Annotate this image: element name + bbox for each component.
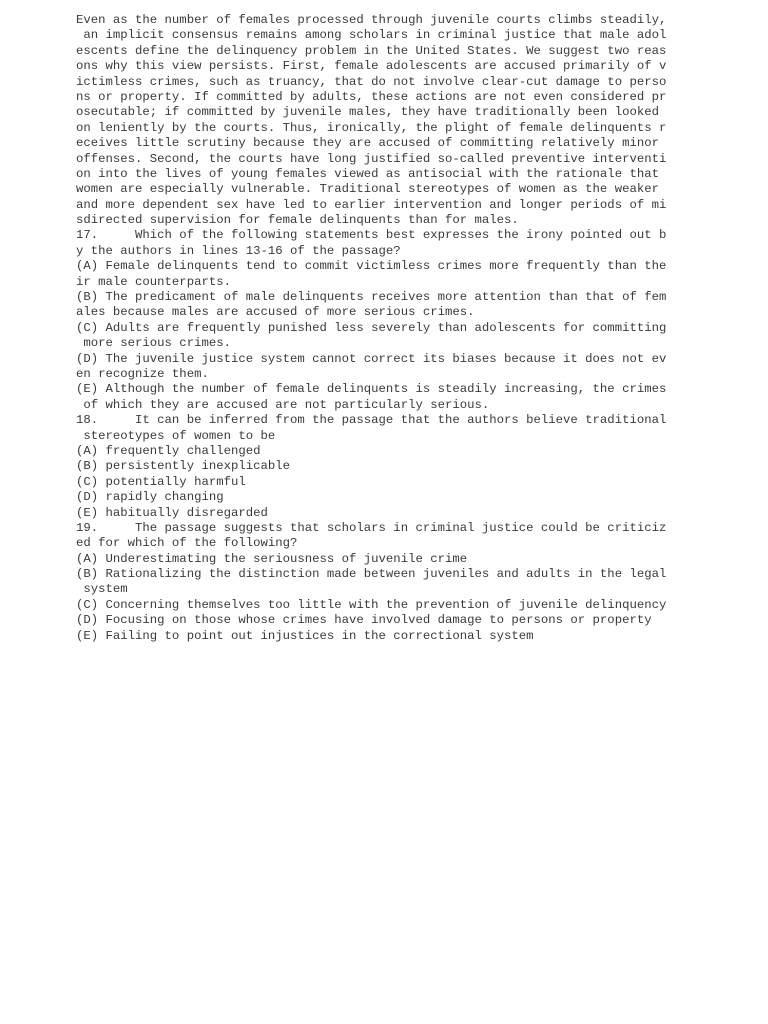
question-17-choice-b: ales because males are accused of more serious crimes. (76, 305, 475, 320)
text-line: on into the lives of young females viewed as antisocial with the rationale that (76, 166, 659, 181)
question-19-choice-e: (E) Failing to point out injustices in the correctional system (76, 628, 534, 643)
question-19-stem: ed for which of the following? (76, 536, 298, 551)
question-19-choice-b: system (76, 582, 128, 597)
question-18-choice-a: (A) frequently challenged (76, 443, 261, 458)
question-17-choice-e: (E) Although the number of female delinquents is steadily increasing, the crimes (76, 382, 667, 397)
text-line: an implicit consensus remains among scholars in criminal justice that male adol (76, 28, 667, 43)
question-19-choice-a: (A) Underestimating the seriousness of juvenile crime (76, 551, 468, 566)
question-18-choice-d: (D) rapidly changing (76, 490, 224, 505)
question-17-choice-a: (A) Female delinquents tend to commit victimless crimes more frequently than the (76, 259, 667, 274)
text-line: escents define the delinquency problem in the United States. We suggest two reas (76, 43, 667, 58)
question-18-stem: 18. It can be inferred from the passage that the authors believe traditional (76, 413, 667, 428)
question-19-choice-d: (D) Focusing on those whose crimes have involved damage to persons or property (76, 613, 652, 628)
question-17-choice-b: (B) The predicament of male delinquents receives more attention than that of fem (76, 290, 667, 305)
text-line: ns or property. If committed by adults, these actions are not even considered pr (76, 89, 667, 104)
question-17-choice-e: of which they are accused are not particularly serious. (76, 397, 490, 412)
question-17-stem: y the authors in lines 13-16 of the passage? (76, 243, 401, 258)
question-17-choice-c: (C) Adults are frequently punished less severely than adolescents for committing (76, 320, 667, 335)
question-18-stem: stereotypes of women to be (76, 428, 276, 443)
question-17-choice-c: more serious crimes. (76, 336, 231, 351)
text-line: ons why this view persists. First, female adolescents are accused primarily of v (76, 59, 667, 74)
document-page (76, 13, 676, 644)
question-18-choice-b: (B) persistently inexplicable (76, 459, 291, 474)
question-18-choice-c: (C) potentially harmful (76, 474, 246, 489)
text-line: on leniently by the courts. Thus, ironically, the plight of female delinquents r (76, 120, 667, 135)
question-19-stem: 19. The passage suggests that scholars in criminal justice could be criticiz (76, 520, 667, 535)
text-line: eceives little scrutiny because they are accused of committing relatively minor (76, 136, 659, 151)
question-17-choice-d: en recognize them. (76, 366, 209, 381)
text-line: Even as the number of females processed through juvenile courts climbs steadily, (76, 13, 667, 27)
question-17-choice-d: (D) The juvenile justice system cannot correct its biases because it does not ev (76, 351, 667, 366)
question-17-choice-a: ir male counterparts. (76, 274, 231, 289)
question-19-choice-c: (C) Concerning themselves too little with the prevention of juvenile delinquency (76, 597, 667, 612)
question-18-choice-e: (E) habitually disregarded (76, 505, 268, 520)
text-line: osecutable; if committed by juvenile males, they have traditionally been looked (76, 105, 659, 120)
text-line: offenses. Second, the courts have long justified so-called preventive interventi (76, 151, 667, 166)
text-line: and more dependent sex have led to earlier intervention and longer periods of mi (76, 197, 667, 212)
question-19-choice-b: (B) Rationalizing the distinction made between juveniles and adults in the legal (76, 567, 667, 582)
text-line: sdirected supervision for female delinquents than for males. (76, 213, 519, 228)
question-17-stem: 17. Which of the following statements best expresses the irony pointed out b (76, 228, 667, 243)
text-line: ictimless crimes, such as truancy, that do not involve clear-cut damage to perso (76, 74, 667, 89)
text-line: women are especially vulnerable. Traditional stereotypes of women as the weaker (76, 182, 659, 197)
